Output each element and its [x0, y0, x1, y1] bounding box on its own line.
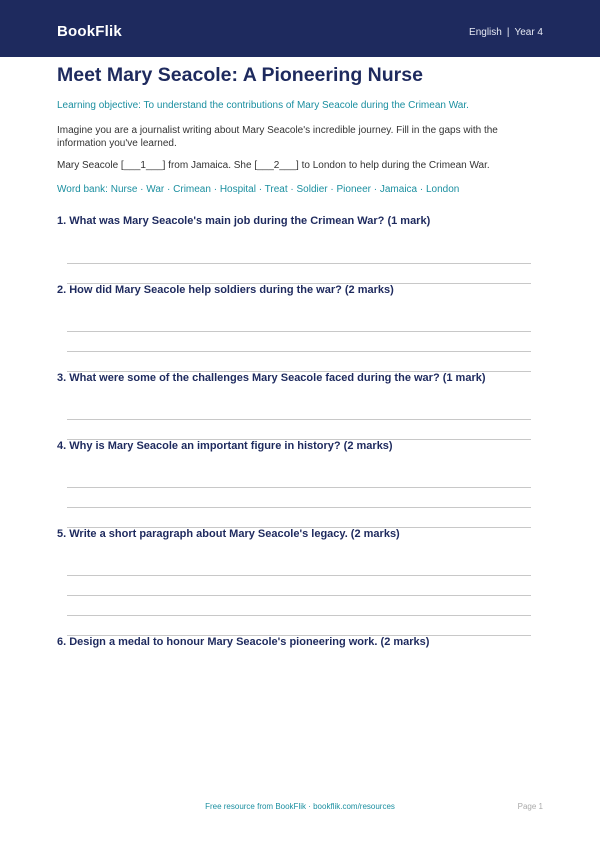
answer-line[interactable]: [67, 507, 531, 508]
subject-label: English: [469, 27, 502, 38]
question-1: 1. What was Mary Seacole's main job during the Crimean War? (1 mark): [57, 215, 431, 227]
answer-line[interactable]: [67, 331, 531, 332]
page-number: Page 1: [517, 802, 543, 811]
question-5: 5. Write a short paragraph about Mary Seacole's legacy. (2 marks): [57, 528, 400, 540]
answer-line[interactable]: [67, 575, 531, 576]
question-3: 3. What were some of the challenges Mary Seacole faced during the war? (1 mark): [57, 372, 486, 384]
subject-year-label: [469, 27, 543, 38]
gap-fill-sentence: Mary Seacole [___1___] from Jamaica. She [___2___] to London to help during the Crimean War.: [57, 160, 490, 171]
brand-logo[interactable]: BookFlik: [57, 23, 122, 40]
answer-line[interactable]: [67, 351, 531, 352]
meta-separator: |: [506, 27, 510, 38]
learning-objective: Learning objective: To understand the contributions of Mary Seacole during the Crimean War.: [57, 100, 469, 111]
question-2: 2. How did Mary Seacole help soldiers during the war? (2 marks): [57, 284, 394, 296]
question-6: 6. Design a medal to honour Mary Seacole's pioneering work. (2 marks): [57, 636, 430, 648]
word-bank: Word bank: Nurse · War · Crimean · Hospital · Treat · Soldier · Pioneer · Jamaica · London: [57, 184, 460, 195]
answer-line[interactable]: [67, 263, 531, 264]
year-label: Year 4: [514, 27, 543, 38]
answer-line[interactable]: [67, 595, 531, 596]
answer-line[interactable]: [67, 615, 531, 616]
footer-credit[interactable]: Free resource from BookFlik · bookflik.com/resources: [205, 802, 395, 811]
instructions: Imagine you are a journalist writing about Mary Seacole's incredible journey. Fill in the gaps with the information you've learned.: [57, 125, 498, 149]
answer-line[interactable]: [67, 419, 531, 420]
question-4: 4. Why is Mary Seacole an important figure in history? (2 marks): [57, 440, 393, 452]
answer-line[interactable]: [67, 487, 531, 488]
header-bar: [0, 0, 600, 57]
page-title: Meet Mary Seacole: A Pioneering Nurse: [57, 64, 423, 86]
